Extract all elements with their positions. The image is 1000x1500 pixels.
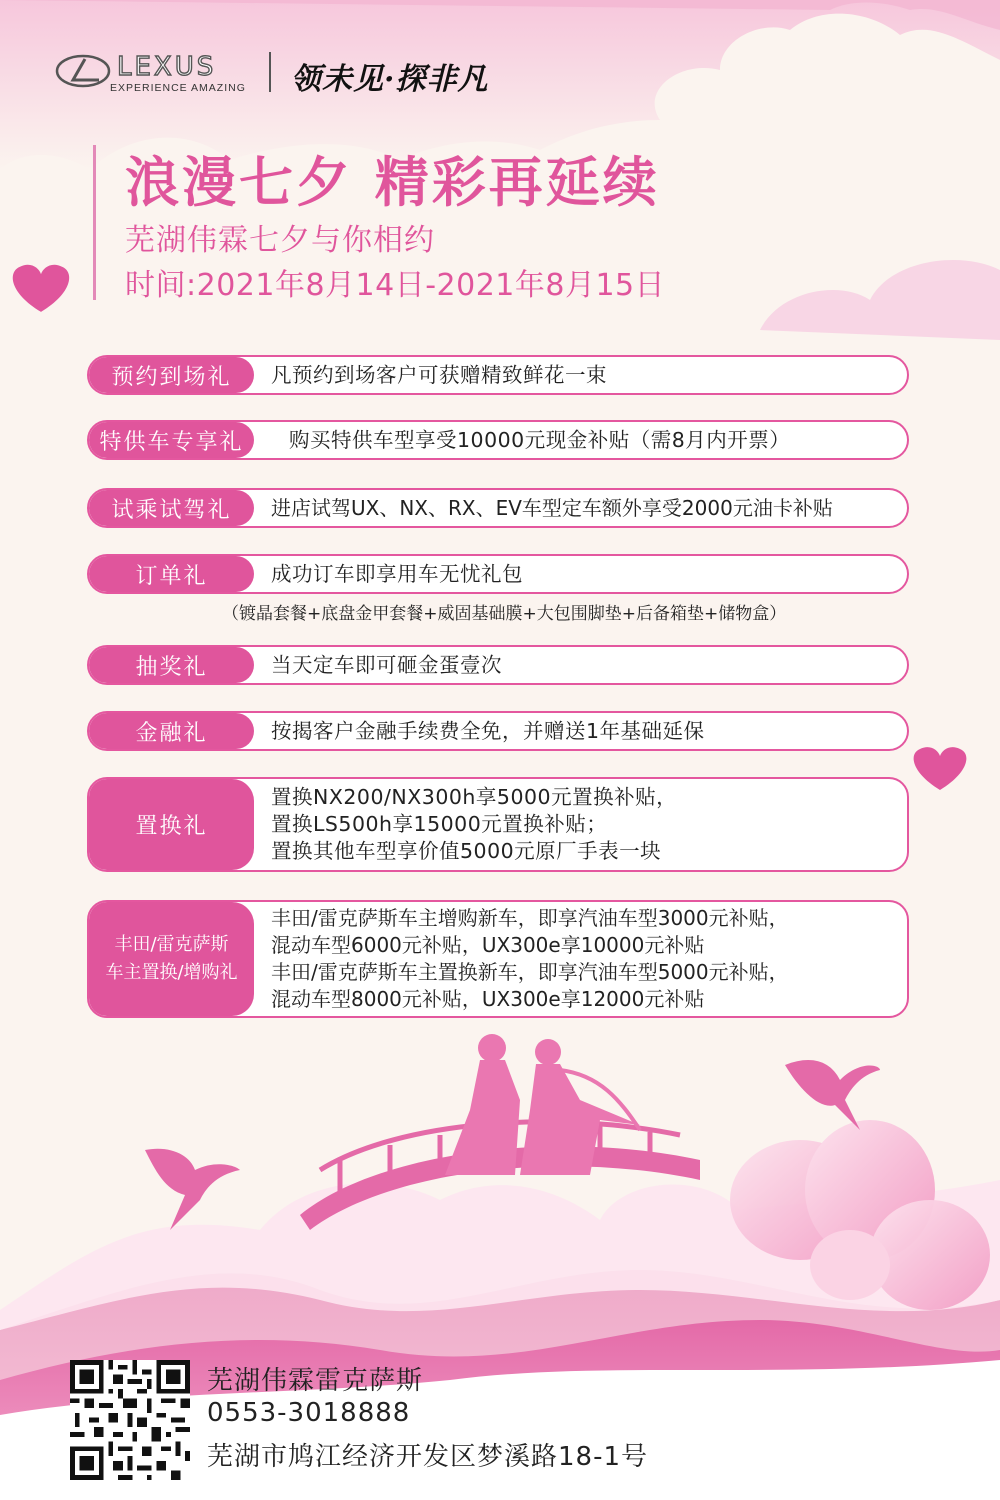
offer-desc [271,779,893,870]
title-accent-bar [93,145,96,300]
offer-row [87,645,909,685]
offer-line: 丰田/雷克萨斯车主增购新车，即享汽油车型3000元补贴， [271,906,789,930]
offer-tag [89,902,254,1016]
offer-row [87,711,909,751]
offer-row [87,777,909,872]
offer-tag: 金融礼 [89,713,254,749]
offer-row [87,900,909,1018]
offer-line: 置换LS500h享15000元置换补贴； [271,812,608,836]
offer-tag: 置换礼 [89,779,254,870]
dealer-phone[interactable]: 0553-3018888 [207,1398,411,1428]
offer-row [87,488,909,528]
offer-note: （镀晶套餐+底盘金甲套餐+威固基础膜+大包围脚垫+后备箱垫+储物盒） [222,604,787,624]
offer-tag-line: 车主置换/增购礼 [105,962,238,983]
offer-desc [271,647,893,683]
offer-line: 按揭客户金融手续费全免，并赠送1年基础延保 [271,718,705,743]
offer-line: 成功订车即享用车无忧礼包 [271,561,523,586]
offer-line: 混动车型8000元补贴，UX300e享12000元补贴 [271,987,705,1011]
offer-desc [271,902,893,1016]
dealer-address: 芜湖市鸠江经济开发区梦溪路18-1号 [207,1442,649,1472]
logo-divider [269,52,271,92]
offer-desc [271,357,893,393]
offer-tag: 订单礼 [89,556,254,592]
offer-tag-line: 丰田/雷克萨斯 [114,934,229,955]
brand-name: LEXUS [117,52,217,82]
page-title: 浪漫七夕 精彩再延续 [125,151,660,214]
offer-line: 购买特供车型享受10000元现金补贴（需8月内开票） [289,427,791,452]
offer-row [87,554,909,594]
offer-line: 当天定车即可砸金蛋壹次 [271,652,502,677]
offer-line: 置换其他车型享价值5000元原厂手表一块 [271,839,662,863]
offer-tag: 抽奖礼 [89,647,254,683]
offer-row [87,355,909,395]
brand-logo [55,50,575,100]
brand-slogan: 领未见·探非凡 [291,62,489,97]
offer-desc [289,422,893,458]
dealer-name: 芜湖伟霖雷克萨斯 [207,1366,424,1396]
brand-tagline: EXPERIENCE AMAZING [110,82,246,94]
offer-tag: 特供车专享礼 [89,422,254,458]
page-subtitle: 芜湖伟霖七夕与你相约 [125,223,435,258]
lexus-logo-icon [55,54,111,88]
offer-line: 置换NX200/NX300h享5000元置换补贴， [271,785,678,809]
qr-code-icon[interactable] [70,1360,190,1480]
offer-desc [271,556,893,592]
event-date: 时间:2021年8月14日-2021年8月15日 [125,268,666,303]
offer-line: 混动车型6000元补贴，UX300e享10000元补贴 [271,933,705,957]
offer-line: 凡预约到场客户可获赠精致鲜花一束 [271,362,607,387]
offer-tag: 试乘试驾礼 [89,490,254,526]
offer-row [87,420,909,460]
offer-line: 丰田/雷克萨斯车主置换新车，即享汽油车型5000元补贴， [271,960,789,984]
offer-desc [271,490,893,526]
offer-tag: 预约到场礼 [89,357,254,393]
offer-line: 进店试驾UX、NX、RX、EV车型定车额外享受2000元油卡补贴 [271,495,833,520]
offer-desc [271,713,893,749]
